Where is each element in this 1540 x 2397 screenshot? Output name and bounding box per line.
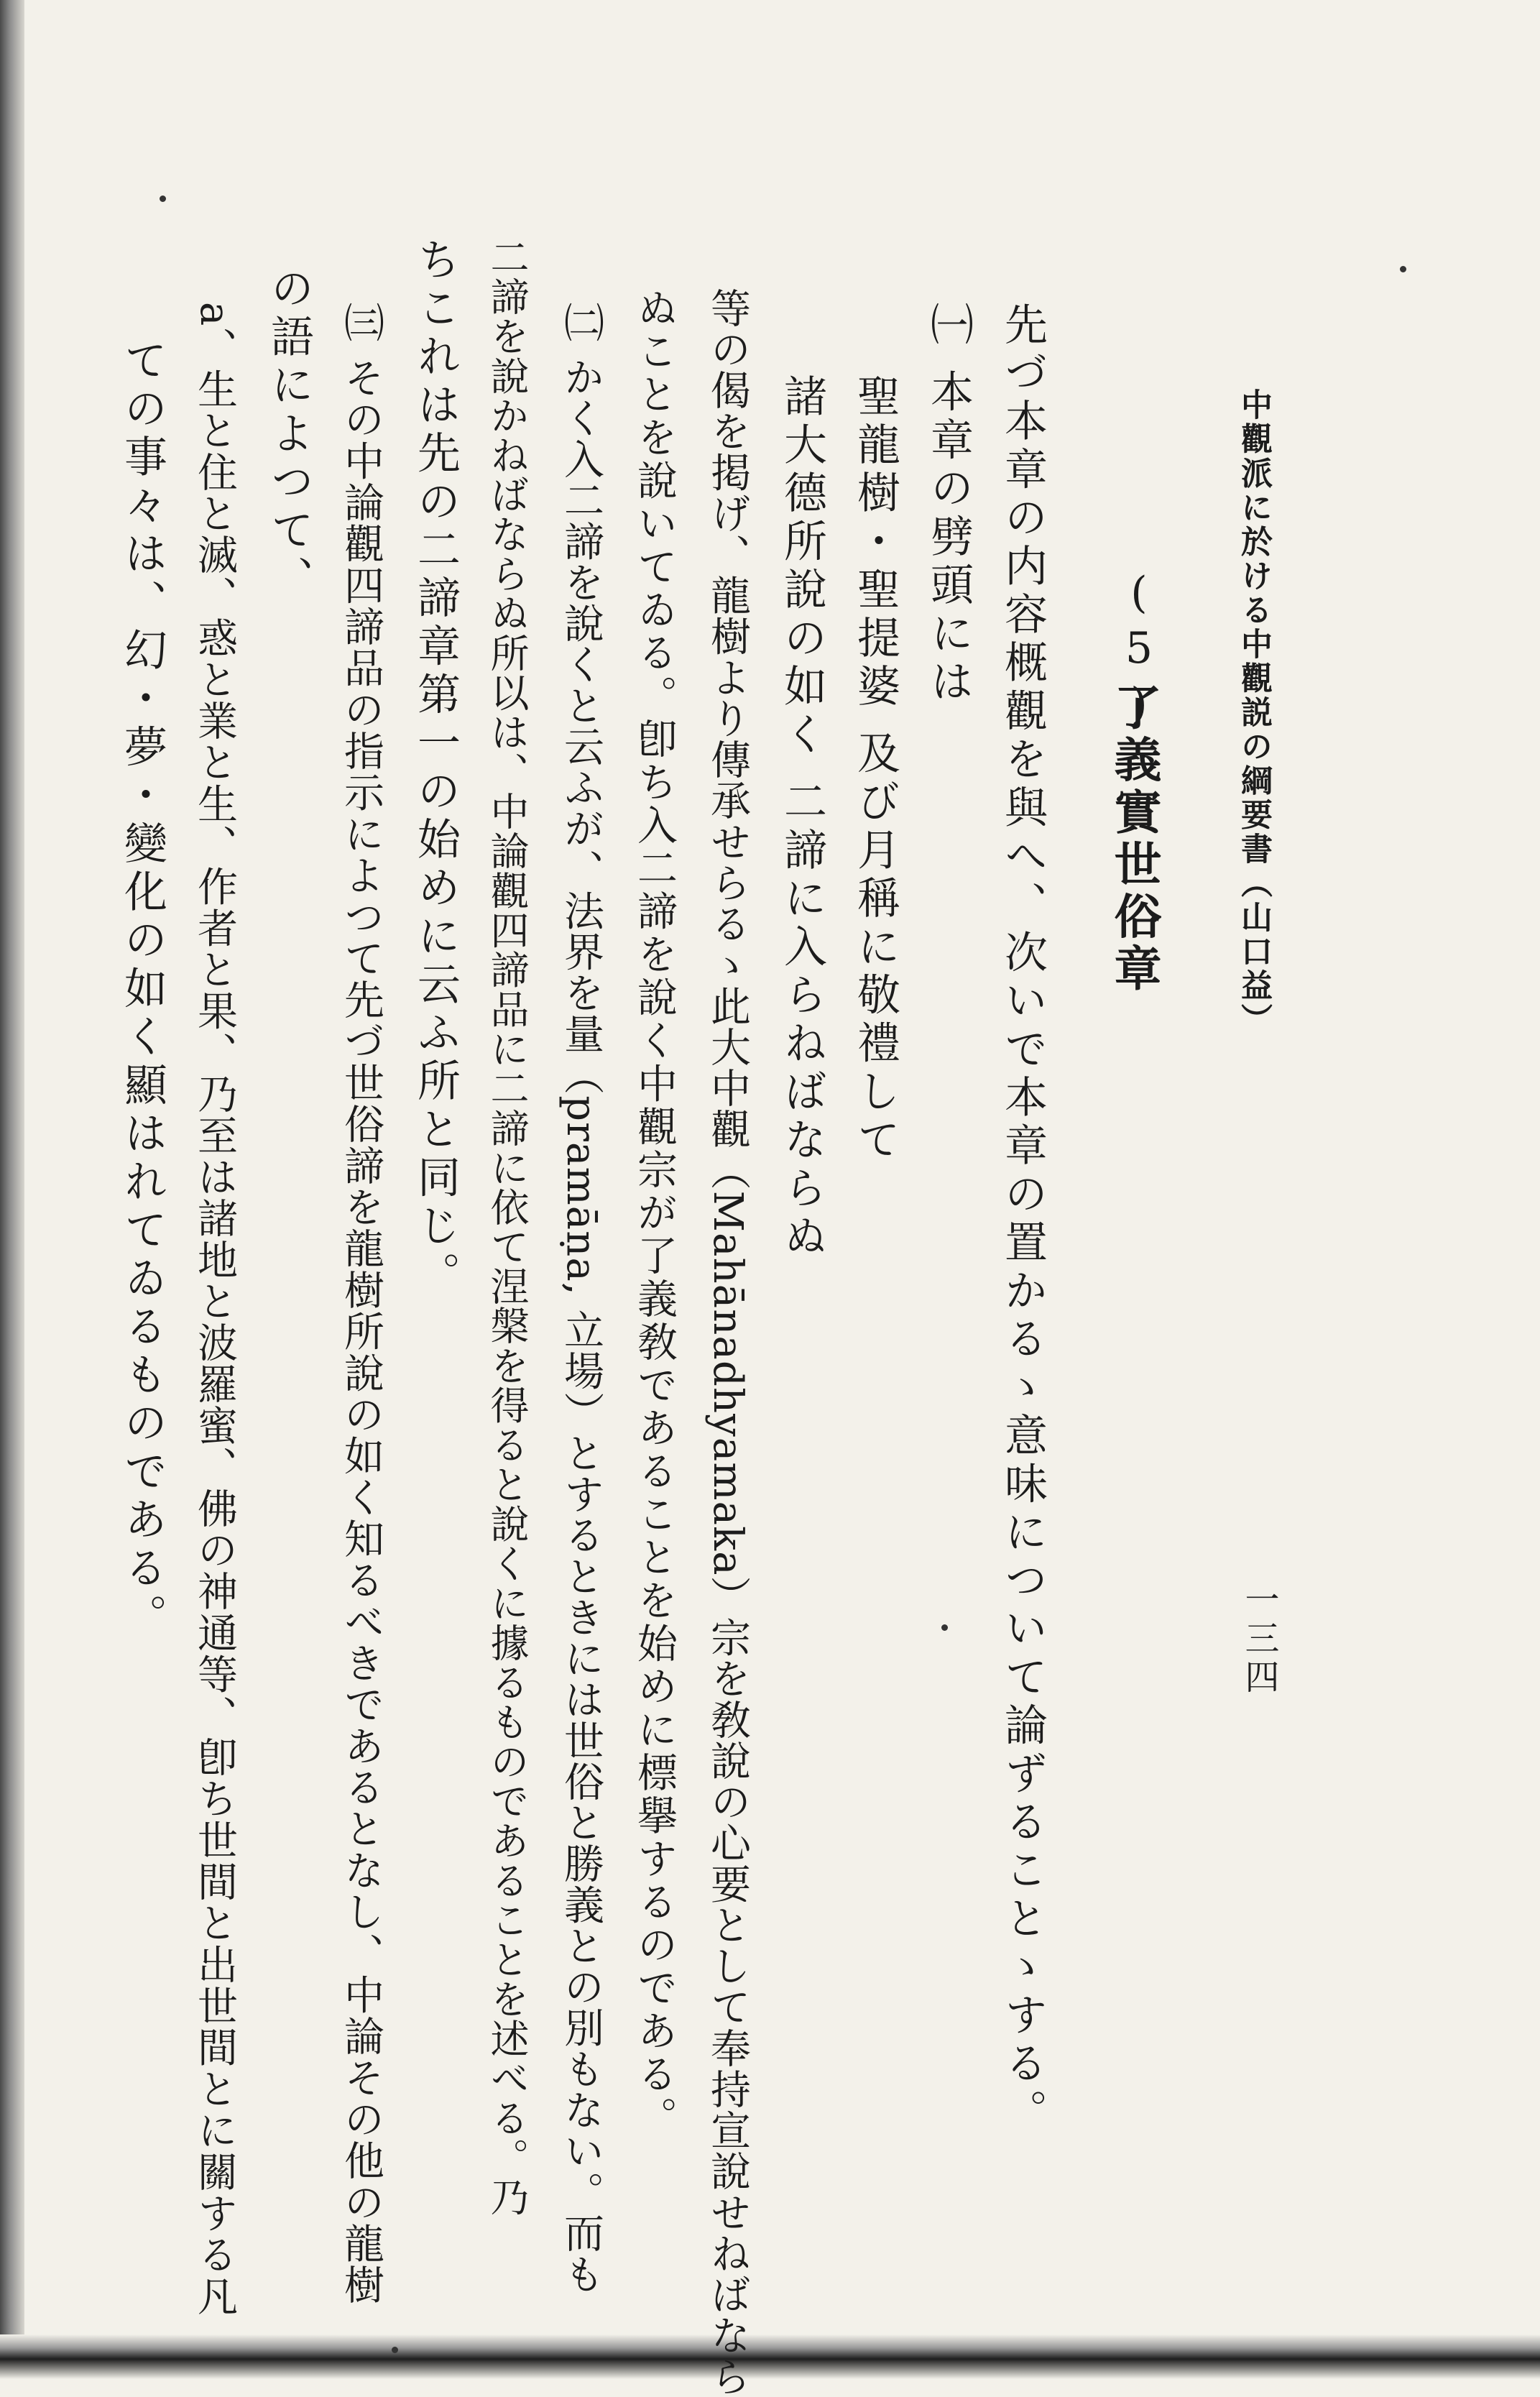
ink-speck: [941, 1624, 948, 1631]
page-bottom-edge: [0, 2334, 1540, 2379]
binding-shadow: [0, 0, 24, 2379]
section-number: (5): [1114, 568, 1164, 735]
text-line-11: の語によつて、: [264, 266, 314, 604]
running-head: 中觀派に於ける中觀説の綱要書（山口益）: [1235, 388, 1272, 1037]
text-line-1: 先づ本章の内容概觀を與へ、次いで本章の置かるゝ意味について論ずることゝする。: [997, 302, 1048, 2138]
ink-speck: [160, 195, 166, 202]
section-title: 了義實世俗章: [1106, 683, 1162, 996]
text-line-6: ぬことを說いてゐる。卽ち入二諦を說く中觀宗が了義敎であることを始めに標擧するのである。: [631, 287, 678, 2140]
text-line-12: a、生と住と滅、惑と業と生、作者と果、乃至は諸地と波羅蜜、佛の神通等、卽ち世間と出世間とに關する凡: [191, 302, 238, 2317]
text-line-7: ㈡ かく入二諦を說くと云ふが、法界を量（pramāṇa, 立場）とするときには世俗と勝義との別もない。而も: [558, 302, 604, 2295]
text-line-13: ての事々は、幻・夢・變化の如く顯はれてゐるものである。: [117, 338, 167, 1642]
text-line-5: 等の偈を掲げ、龍樹より傳承せらるゝ此大中觀（Mahānadhyamaka）宗を敎說の心要として奉持宣說せねばなら: [704, 287, 751, 2397]
text-line-3: 聖龍樹・聖提婆 及び月稱に敬禮して: [850, 374, 900, 1166]
page-number: 一三四: [1239, 1581, 1279, 1698]
ink-speck: [392, 2347, 398, 2353]
text-line-2: ㈠ 本章の劈頭には: [923, 302, 974, 707]
text-line-9: ちこれは先の二諦章第一の始めに云ふ所と同じ。: [410, 237, 461, 1300]
text-line-4: 諸大德所說の如く 二諦に入らねばならぬ: [777, 374, 827, 1262]
ink-speck: [1400, 266, 1406, 272]
text-line-8: 二諦を說かねばならぬ所以は、中論觀四諦品に二諦に依て涅槃を得ると說くに據るものであることを述べる。乃: [484, 237, 530, 2217]
text-line-10: ㈢ その中論觀四諦品の指示によつて先づ世俗諦を龍樹所說の如く知るべきであるとなし、中論その他の龍樹: [338, 302, 384, 2306]
